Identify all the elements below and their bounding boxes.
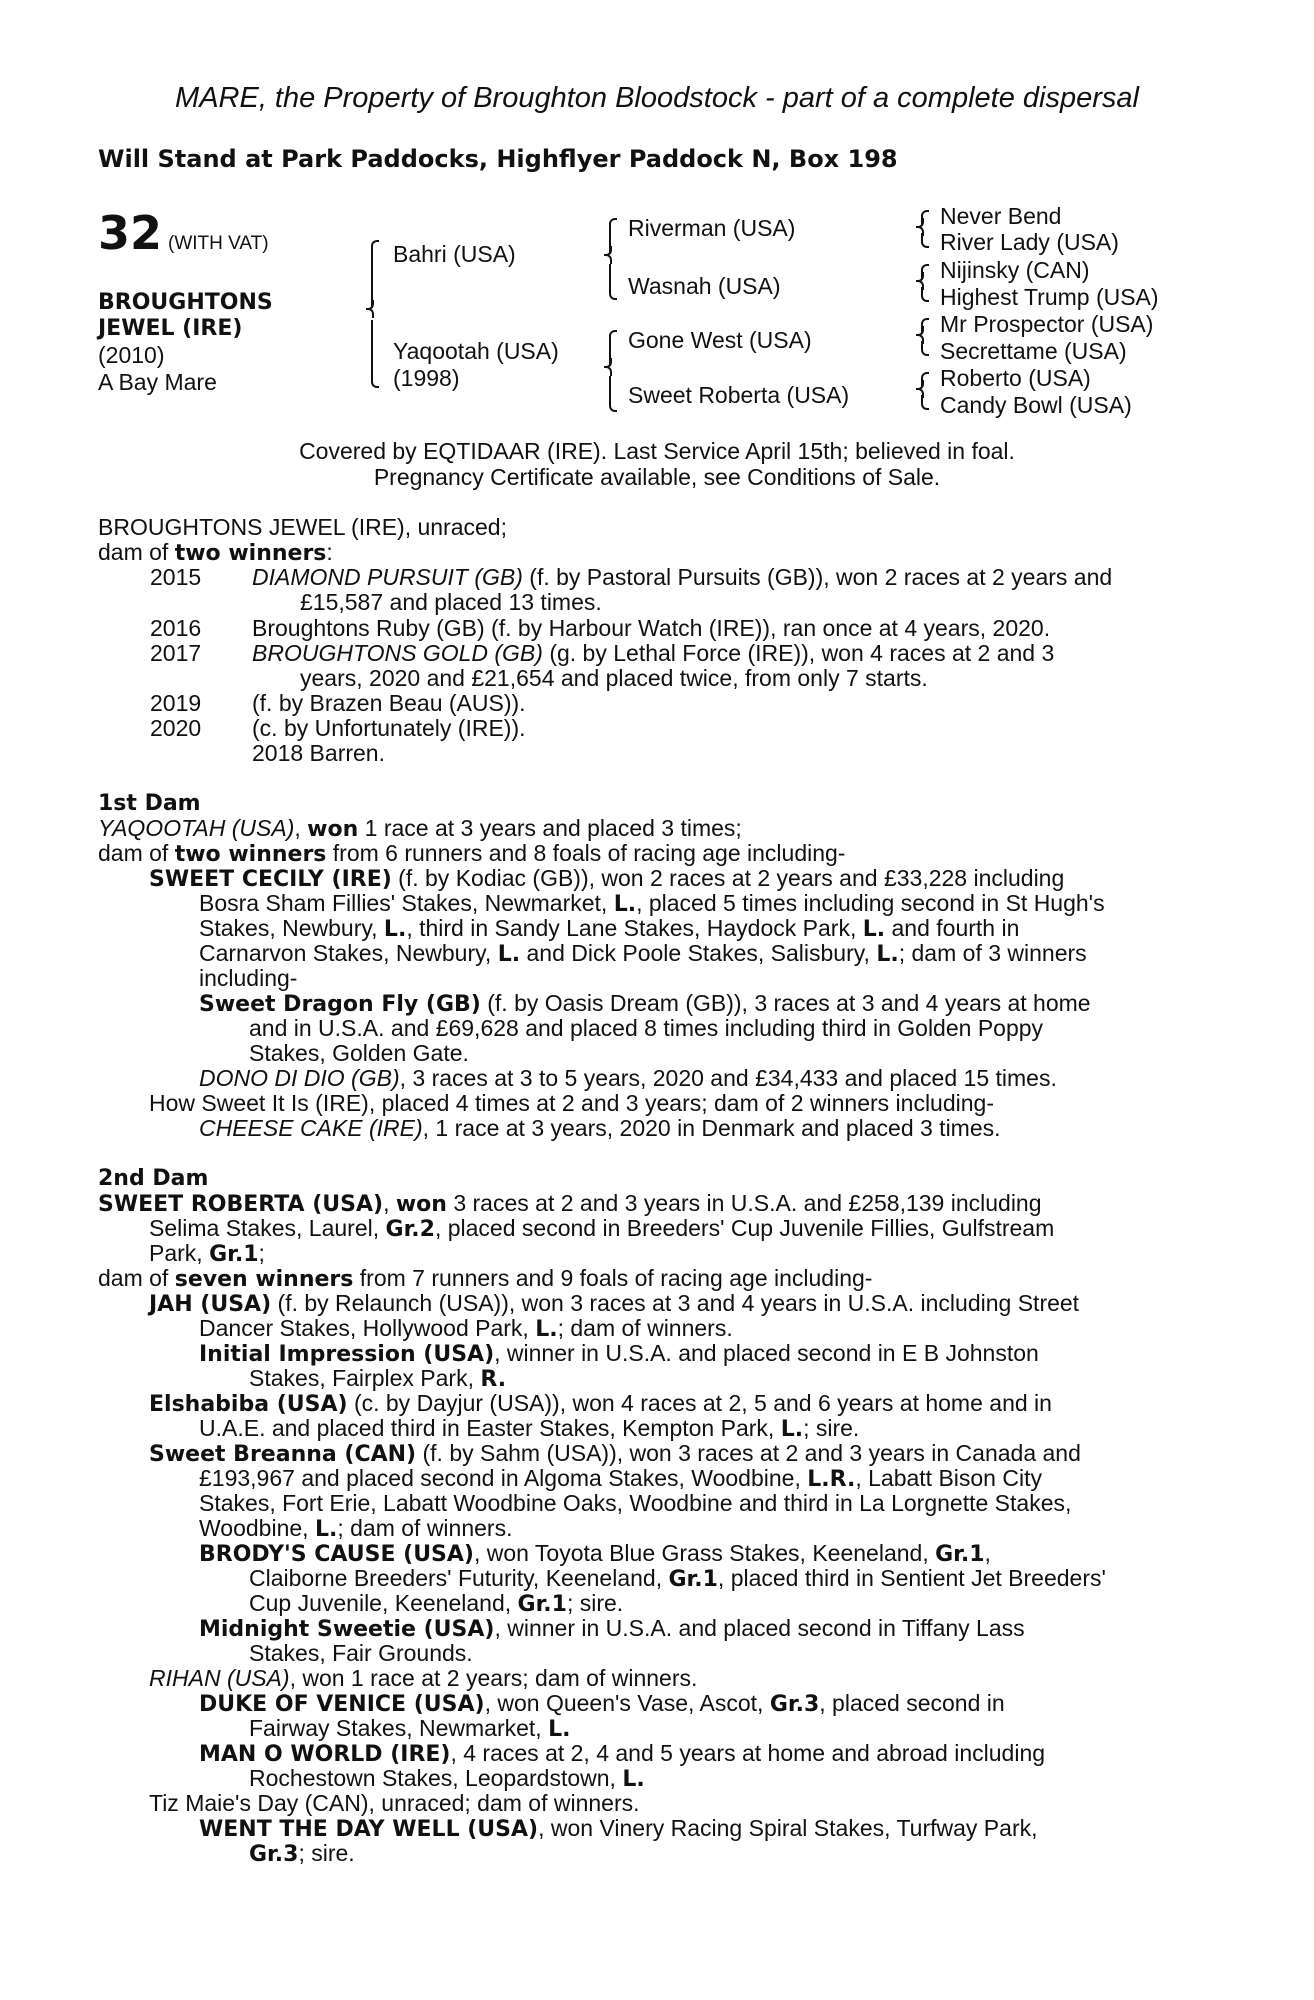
- progeny-entry: WENT THE DAY WELL (USA), won Vinery Racing Spiral Stakes, Turfway Park,: [199, 1815, 1038, 1842]
- pedigree-dds: Roberto (USA): [940, 365, 1091, 391]
- pedigree-sds: Nijinsky (CAN): [940, 257, 1090, 283]
- pedigree-brace: [916, 210, 926, 248]
- progeny-entry-cont: Carnarvon Stakes, Newbury, L. and Dick Poole Stakes, Salisbury, L.; dam of 3 winners: [199, 940, 1087, 967]
- pedigree-brace: [604, 330, 614, 412]
- progeny-entry-cont: Stakes, Fort Erie, Labatt Woodbine Oaks, Woodbine and third in La Lorgnette Stakes,: [199, 1490, 1072, 1516]
- produce-year: 2017: [150, 640, 202, 666]
- produce-year: 2020: [150, 715, 202, 741]
- lot-number-row: [98, 206, 269, 260]
- pedigree-sire-dam: Wasnah (USA): [628, 273, 781, 299]
- progeny-entry-cont: Cup Juvenile, Keeneland, Gr.1; sire.: [249, 1590, 624, 1617]
- progeny-entry-cont: Dancer Stakes, Hollywood Park, L.; dam of winners.: [199, 1315, 733, 1342]
- pedigree-dam-year: (1998): [393, 365, 460, 391]
- pedigree-sss: Never Bend: [940, 203, 1062, 229]
- produce-barren: 2018 Barren.: [252, 740, 385, 766]
- pedigree-brace: [604, 218, 614, 300]
- pedigree-brace: [916, 318, 926, 356]
- horse-foaled: (2010): [98, 342, 165, 368]
- progeny-entry-cont: Stakes, Golden Gate.: [249, 1040, 469, 1066]
- progeny-entry: CHEESE CAKE (IRE), 1 race at 3 years, 2020 in Denmark and placed 3 times.: [199, 1115, 1001, 1141]
- produce-year: 2019: [150, 690, 202, 716]
- horse-name-line2: JEWEL (IRE): [98, 316, 243, 341]
- progeny-entry: MAN O WORLD (IRE), 4 races at 2, 4 and 5 years at home and abroad including: [199, 1740, 1046, 1767]
- pedigree-dsd: Secrettame (USA): [940, 338, 1127, 364]
- covered-line: Covered by EQTIDAAR (IRE). Last Service April 15th; believed in foal.: [299, 438, 1015, 464]
- progeny-entry-cont: Rochestown Stakes, Leopardstown, L.: [249, 1765, 645, 1792]
- dam-of-line: dam of seven winners from 7 runners and 9 foals of racing age including-: [98, 1265, 873, 1292]
- produce-intro: BROUGHTONS JEWEL (IRE), unraced;: [98, 514, 507, 540]
- progeny-entry: How Sweet It Is (IRE), placed 4 times at 2 and 3 years; dam of 2 winners including-: [149, 1090, 994, 1116]
- dam-summary: YAQOOTAH (USA), won 1 race at 3 years and placed 3 times;: [98, 815, 742, 842]
- progeny-entry: BRODY'S CAUSE (USA), won Toyota Blue Grass Stakes, Keeneland, Gr.1,: [199, 1540, 991, 1567]
- pedigree-dam-dam: Sweet Roberta (USA): [628, 382, 850, 408]
- produce-year: 2015: [150, 564, 202, 590]
- progeny-entry: Sweet Breanna (CAN) (f. by Sahm (USA)), won 3 races at 2 and 3 years in Canada and: [149, 1440, 1081, 1467]
- produce-year: 2016: [150, 615, 202, 641]
- pedigree-brace: [916, 372, 926, 410]
- section-heading-2nd-dam: 2nd Dam: [98, 1166, 209, 1191]
- produce-dam-of: dam of two winners:: [98, 539, 333, 566]
- pedigree-ssd: River Lady (USA): [940, 229, 1119, 255]
- progeny-entry-cont: Claiborne Breeders' Futurity, Keeneland, Gr.1, placed third in Sentient Jet Breeders': [249, 1565, 1106, 1592]
- pedigree-brace: [366, 240, 376, 388]
- progeny-entry-cont: Woodbine, L.; dam of winners.: [199, 1515, 513, 1542]
- progeny-entry: DONO DI DIO (GB), 3 races at 3 to 5 years, 2020 and £34,433 and placed 15 times.: [199, 1065, 1057, 1091]
- pregnancy-certificate-line: Pregnancy Certificate available, see Conditions of Sale.: [373, 464, 941, 490]
- pedigree-ddd: Candy Bowl (USA): [940, 392, 1132, 418]
- horse-description: A Bay Mare: [98, 369, 217, 395]
- dam-of-line: dam of two winners from 6 runners and 8 foals of racing age including-: [98, 840, 846, 867]
- progeny-entry: SWEET CECILY (IRE) (f. by Kodiac (GB)), won 2 races at 2 years and £33,228 including: [149, 865, 1065, 892]
- progeny-entry-cont: Stakes, Fair Grounds.: [249, 1640, 473, 1666]
- pedigree-dam-sire: Gone West (USA): [628, 327, 812, 353]
- progeny-entry: Midnight Sweetie (USA), winner in U.S.A. and placed second in Tiffany Lass: [199, 1615, 1025, 1642]
- progeny-entry: Elshabiba (USA) (c. by Dayjur (USA)), won 4 races at 2, 5 and 6 years at home and in: [149, 1390, 1052, 1417]
- pedigree-dss: Mr Prospector (USA): [940, 311, 1154, 337]
- produce-entry: (f. by Brazen Beau (AUS)).: [252, 690, 526, 716]
- progeny-entry: Initial Impression (USA), winner in U.S.A. and placed second in E B Johnston: [199, 1340, 1039, 1367]
- produce-entry: (c. by Unfortunately (IRE)).: [252, 715, 526, 741]
- progeny-entry-cont: £193,967 and placed second in Algoma Stakes, Woodbine, L.R., Labatt Bison City: [199, 1465, 1042, 1492]
- progeny-entry-cont: Stakes, Newbury, L., third in Sandy Lane Stakes, Haydock Park, L. and fourth in: [199, 915, 1020, 942]
- progeny-entry-cont: including-: [199, 965, 298, 991]
- dam-summary-cont: Park, Gr.1;: [149, 1240, 265, 1267]
- progeny-entry-cont: Stakes, Fairplex Park, R.: [249, 1365, 507, 1392]
- page-title: MARE, the Property of Broughton Bloodstock - part of a complete dispersal: [175, 82, 1139, 114]
- section-heading-1st-dam: 1st Dam: [98, 791, 201, 816]
- progeny-entry-cont: Fairway Stakes, Newmarket, L.: [249, 1715, 571, 1742]
- pedigree-sire-sire: Riverman (USA): [628, 215, 796, 241]
- stand-location: Will Stand at Park Paddocks, Highflyer Paddock N, Box 198: [98, 145, 898, 173]
- dam-summary-cont: Selima Stakes, Laurel, Gr.2, placed second in Breeders' Cup Juvenile Fillies, Gulfstream: [149, 1215, 1055, 1242]
- horse-name-line1: BROUGHTONS: [98, 290, 273, 315]
- produce-entry-cont: £15,587 and placed 13 times.: [300, 589, 602, 615]
- vat-label: (WITH VAT): [168, 233, 269, 254]
- produce-entry-cont: years, 2020 and £21,654 and placed twice, from only 7 starts.: [300, 665, 928, 691]
- progeny-entry: Sweet Dragon Fly (GB) (f. by Oasis Dream (GB)), 3 races at 3 and 4 years at home: [199, 990, 1091, 1017]
- produce-entry: DIAMOND PURSUIT (GB) (f. by Pastoral Pursuits (GB)), won 2 races at 2 years and: [252, 564, 1113, 590]
- pedigree-brace: [916, 264, 926, 302]
- progeny-entry: JAH (USA) (f. by Relaunch (USA)), won 3 races at 3 and 4 years in U.S.A. including Street: [149, 1290, 1080, 1317]
- pedigree-sdd: Highest Trump (USA): [940, 284, 1159, 310]
- pedigree-dam: Yaqootah (USA): [393, 338, 559, 364]
- dam-summary: SWEET ROBERTA (USA), won 3 races at 2 and 3 years in U.S.A. and £258,139 including: [98, 1190, 1042, 1217]
- progeny-entry: RIHAN (USA), won 1 race at 2 years; dam of winners.: [149, 1665, 698, 1691]
- progeny-entry-cont: U.A.E. and placed third in Easter Stakes, Kempton Park, L.; sire.: [199, 1415, 860, 1442]
- pedigree-sire: Bahri (USA): [393, 241, 516, 267]
- progeny-entry-cont: Gr.3; sire.: [249, 1840, 355, 1867]
- progeny-entry-cont: Bosra Sham Fillies' Stakes, Newmarket, L., placed 5 times including second in St Hugh's: [199, 890, 1105, 917]
- progeny-entry: Tiz Maie's Day (CAN), unraced; dam of winners.: [149, 1790, 640, 1816]
- produce-entry: BROUGHTONS GOLD (GB) (g. by Lethal Force (IRE)), won 4 races at 2 and 3: [252, 640, 1055, 666]
- produce-entry: Broughtons Ruby (GB) (f. by Harbour Watch (IRE)), ran once at 4 years, 2020.: [252, 615, 1051, 641]
- progeny-entry: DUKE OF VENICE (USA), won Queen's Vase, Ascot, Gr.3, placed second in: [199, 1690, 1005, 1717]
- progeny-entry-cont: and in U.S.A. and £69,628 and placed 8 times including third in Golden Poppy: [249, 1015, 1044, 1041]
- lot-number: 32: [98, 206, 163, 260]
